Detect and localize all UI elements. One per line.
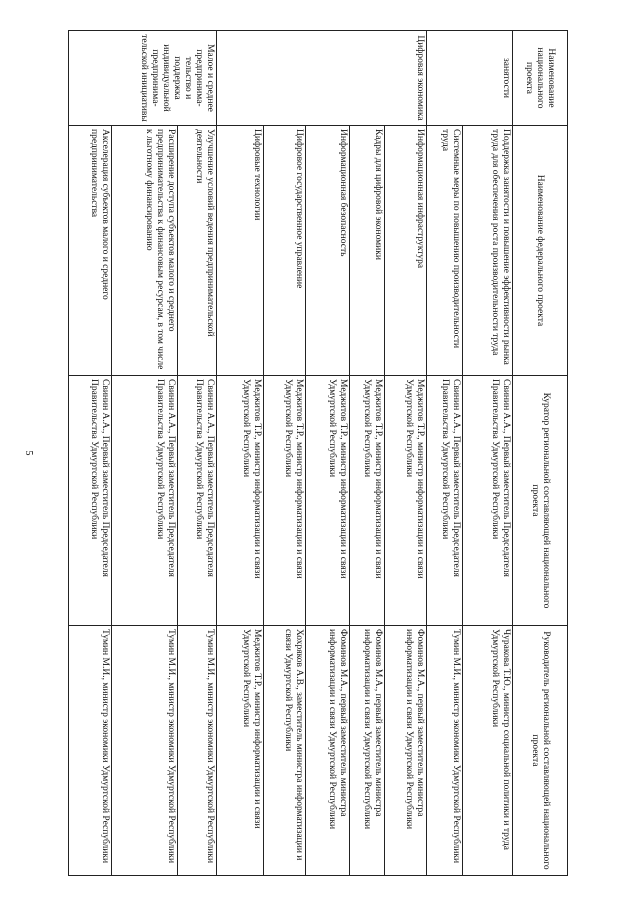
table-row: [385, 31, 427, 876]
federal-project-cell: Улучшение условий ведения предпринимательской деятельности: [178, 126, 217, 376]
header-national-project: Наименование национального проекта: [512, 31, 567, 126]
curator-cell: Меджитов Т.Р., министр информатизации и связи Удмуртской Республики: [349, 376, 384, 626]
projects-table: [68, 30, 568, 876]
curator-cell: Свинин А.А., Первый заместитель Председателя Правительства Удмуртской Республики: [463, 376, 513, 626]
table-row: [305, 31, 349, 876]
curator-cell: Свинин А.А., Первый заместитель Председателя Правительства Удмуртской Республики: [427, 376, 463, 626]
leader-cell: Тумин М.И., министр экономики Удмуртской Республики: [69, 626, 112, 876]
federal-project-cell: Акселерация субъектов малого и среднего предпринимательства: [69, 126, 112, 376]
curator-cell: Меджитов Т.Р., министр информатизации и связи Удмуртской Республики: [216, 376, 263, 626]
table-row: [69, 31, 112, 876]
leader-cell: Хохряков А.В., заместитель министра информатизации и связи Удмуртской Республики: [264, 626, 306, 876]
table-row: [349, 31, 384, 876]
national-project-cell: Цифровая экономика: [216, 31, 426, 126]
curator-cell: Свинин А.А., Первый заместитель Председателя Правительства Удмуртской Республики: [69, 376, 112, 626]
leader-cell: Тумин М.И., министр экономики Удмуртской Республики: [178, 626, 217, 876]
curator-cell: Меджитов Т.Р., министр информатизации и связи Удмуртской Республики: [305, 376, 349, 626]
leader-cell: Меджитов Т.Р., министр информатизации и связи Удмуртской Республики: [216, 626, 263, 876]
table-row: [178, 31, 217, 876]
federal-project-cell: Цифровые технологии: [216, 126, 263, 376]
table-row: [463, 31, 513, 876]
national-project-cell: занятости: [427, 31, 513, 126]
leader-cell: Тумин М.И., министр экономики Удмуртской Республики: [427, 626, 463, 876]
curator-cell: Свинин А.А., Первый заместитель Председателя Правительства Удмуртской Республики: [178, 376, 217, 626]
federal-project-cell: Кадры для цифровой экономики: [349, 126, 384, 376]
leader-cell: Чуракова Т.Ю., министр социальной политики и труда Удмуртской Республики: [463, 626, 513, 876]
leader-cell: Фоминов М.А., первый заместитель министра информатизации и связи Удмуртской Республики: [385, 626, 427, 876]
header-federal-project: Наименование федерального проекта: [512, 126, 567, 376]
national-project-cell: Малое и среднее предпринима-тельство и поддержка индивидуальной предпринима-тельской инициативы: [69, 31, 217, 126]
rotated-page-content: [68, 30, 568, 875]
federal-project-cell: Цифровое государственное управление: [264, 126, 306, 376]
table-header-row: [512, 31, 567, 876]
header-leader: Руководитель региональной составляющей национального проекта: [512, 626, 567, 876]
table-row: [264, 31, 306, 876]
curator-cell: Меджитов Т.Р., министр информатизации и связи Удмуртской Республики: [385, 376, 427, 626]
page-number: 5: [23, 450, 34, 456]
curator-cell: Меджитов Т.Р., министр информатизации и связи Удмуртской Республики: [264, 376, 306, 626]
table-row: [216, 31, 263, 876]
federal-project-cell: Информационная безопасность: [305, 126, 349, 376]
leader-cell: Фоминов М.А., первый заместитель министра информатизации и связи Удмуртской Республики: [349, 626, 384, 876]
federal-project-cell: Информационная инфраструктура: [385, 126, 427, 376]
leader-cell: Фоминов М.А., первый заместитель министра информатизации и связи Удмуртской Республики: [305, 626, 349, 876]
federal-project-cell: Расширение доступа субъектов малого и среднего предпринимательства к финансовым ресурсам, в том числе к льготному финансированию: [112, 126, 178, 376]
table-row: [427, 31, 463, 876]
federal-project-cell: Поддержка занятости и повышение эффективности рынка труда для обеспечения роста производительности труда: [463, 126, 513, 376]
curator-cell: Свинин А.А., Первый заместитель Председателя Правительства Удмуртской Республики: [112, 376, 178, 626]
header-curator: Куратор региональной составляющей национального проекта: [512, 376, 567, 626]
table-row: [112, 31, 178, 876]
leader-cell: Тумин М.И., министр экономики Удмуртской Республики: [112, 626, 178, 876]
federal-project-cell: Системные меры по повышению производительности труда: [427, 126, 463, 376]
